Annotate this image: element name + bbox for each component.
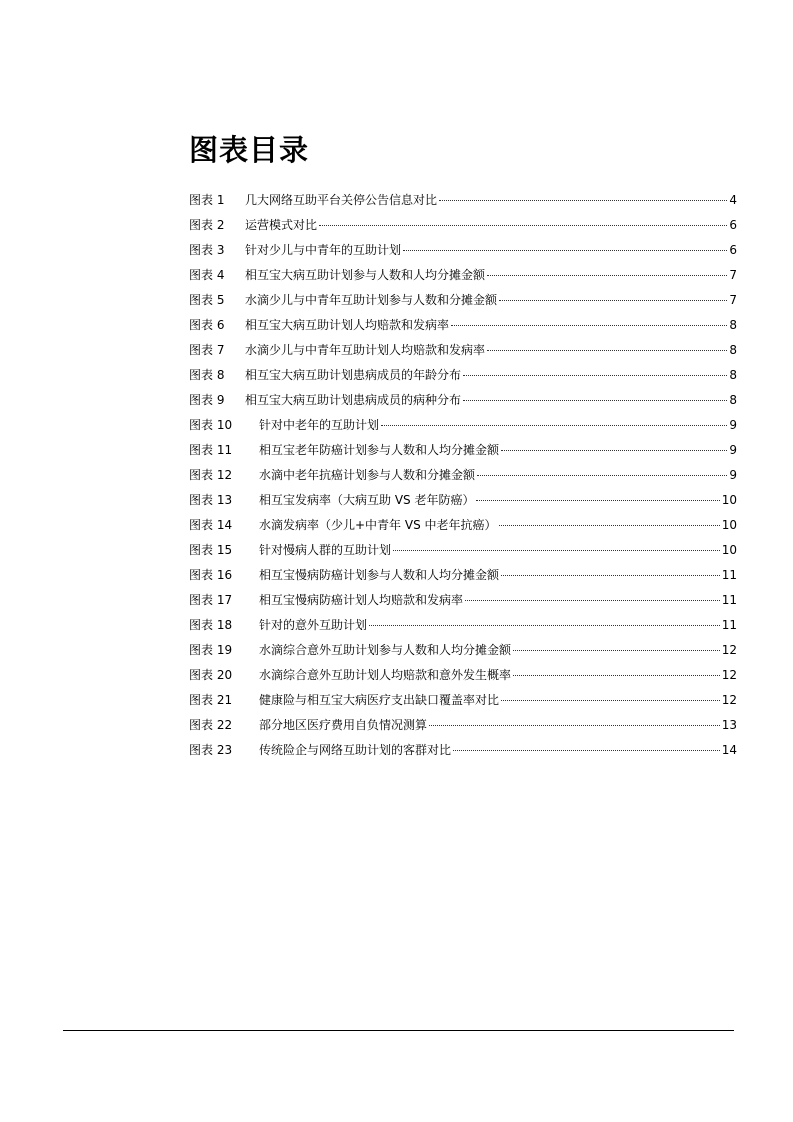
toc-label: 图表 5 xyxy=(189,293,225,307)
toc-title: 相互宝大病互助计划参与人数和人均分摊金额 xyxy=(245,268,486,282)
toc-title: 相互宝大病互助计划人均赔款和发病率 xyxy=(245,318,450,332)
leader-dots xyxy=(513,650,720,651)
leader-dots xyxy=(499,300,727,301)
toc-page-number: 11 xyxy=(721,568,737,582)
toc-entry[interactable] xyxy=(189,638,737,663)
leader-dots xyxy=(476,500,719,501)
toc-title: 传统险企与网络互助计划的客群对比 xyxy=(259,743,452,757)
toc-entry[interactable] xyxy=(189,263,737,288)
toc-title: 相互宝大病互助计划患病成员的病种分布 xyxy=(245,393,462,407)
toc-page-number: 9 xyxy=(729,418,737,432)
toc-page-number: 8 xyxy=(729,368,737,382)
toc-title: 针对慢病人群的互助计划 xyxy=(259,543,392,557)
toc-label: 图表 3 xyxy=(189,243,225,257)
toc-entry[interactable] xyxy=(189,438,737,463)
toc-entry[interactable] xyxy=(189,288,737,313)
toc-page-number: 9 xyxy=(729,443,737,457)
leader-dots xyxy=(429,725,720,726)
leader-dots xyxy=(501,450,727,451)
toc-title: 水滴发病率（少儿+中青年 VS 中老年抗癌） xyxy=(259,518,497,532)
toc-entry[interactable] xyxy=(189,513,737,538)
toc-label: 图表 15 xyxy=(189,543,233,557)
toc-entry[interactable] xyxy=(189,613,737,638)
toc-entry[interactable] xyxy=(189,688,737,713)
leader-dots xyxy=(451,325,727,326)
toc-label: 图表 21 xyxy=(189,693,233,707)
toc-title: 相互宝发病率（大病互助 VS 老年防癌） xyxy=(259,493,475,507)
toc-page-number: 6 xyxy=(729,243,737,257)
leader-dots xyxy=(487,350,727,351)
toc-title: 水滴中老年抗癌计划参与人数和分摊金额 xyxy=(259,468,476,482)
toc-label: 图表 13 xyxy=(189,493,233,507)
toc-entry[interactable] xyxy=(189,188,737,213)
toc-entry[interactable] xyxy=(189,588,737,613)
toc-entry[interactable] xyxy=(189,488,737,513)
toc-label: 图表 6 xyxy=(189,318,225,332)
toc-label: 图表 7 xyxy=(189,343,225,357)
toc-entry[interactable] xyxy=(189,713,737,738)
toc-label: 图表 8 xyxy=(189,368,225,382)
toc-title: 部分地区医疗费用自负情况测算 xyxy=(259,718,428,732)
toc-title: 水滴少儿与中青年互助计划人均赔款和发病率 xyxy=(245,343,486,357)
leader-dots xyxy=(453,750,720,751)
toc-title: 水滴少儿与中青年互助计划参与人数和分摊金额 xyxy=(245,293,498,307)
toc-page-number: 4 xyxy=(729,193,737,207)
toc-entry[interactable] xyxy=(189,213,737,238)
toc-title: 运营模式对比 xyxy=(245,218,318,232)
toc-title: 健康险与相互宝大病医疗支出缺口覆盖率对比 xyxy=(259,693,500,707)
leader-dots xyxy=(463,375,727,376)
toc-page-number: 7 xyxy=(729,293,737,307)
toc-entry[interactable] xyxy=(189,363,737,388)
page-title: 图表目录 xyxy=(189,133,310,167)
toc-entry[interactable] xyxy=(189,413,737,438)
leader-dots xyxy=(463,400,727,401)
toc-entry[interactable] xyxy=(189,738,737,763)
leader-dots xyxy=(439,200,727,201)
toc-title: 相互宝慢病防癌计划参与人数和人均分摊金额 xyxy=(259,568,500,582)
toc-entry[interactable] xyxy=(189,388,737,413)
leader-dots xyxy=(381,425,727,426)
toc-entry[interactable] xyxy=(189,338,737,363)
toc-page-number: 13 xyxy=(721,718,737,732)
toc-title: 几大网络互助平台关停公告信息对比 xyxy=(245,193,438,207)
toc-label: 图表 4 xyxy=(189,268,225,282)
toc-page-number: 9 xyxy=(729,468,737,482)
toc-label: 图表 20 xyxy=(189,668,233,682)
toc-entry[interactable] xyxy=(189,663,737,688)
toc-label: 图表 1 xyxy=(189,193,225,207)
leader-dots xyxy=(477,475,727,476)
toc-title: 相互宝老年防癌计划参与人数和人均分摊金额 xyxy=(259,443,500,457)
toc-entry[interactable] xyxy=(189,538,737,563)
toc-page-number: 11 xyxy=(721,618,737,632)
toc-title: 相互宝慢病防癌计划人均赔款和发病率 xyxy=(259,593,464,607)
toc-label: 图表 23 xyxy=(189,743,233,757)
toc-entry[interactable] xyxy=(189,238,737,263)
toc-title: 相互宝大病互助计划患病成员的年龄分布 xyxy=(245,368,462,382)
toc-label: 图表 18 xyxy=(189,618,233,632)
toc-label: 图表 14 xyxy=(189,518,233,532)
toc-page-number: 7 xyxy=(729,268,737,282)
toc-title: 水滴综合意外互助计划人均赔款和意外发生概率 xyxy=(259,668,512,682)
toc-page-number: 8 xyxy=(729,343,737,357)
toc-entry[interactable] xyxy=(189,563,737,588)
toc-page-number: 12 xyxy=(721,643,737,657)
leader-dots xyxy=(369,625,720,626)
toc-label: 图表 11 xyxy=(189,443,233,457)
leader-dots xyxy=(487,275,727,276)
toc-label: 图表 12 xyxy=(189,468,233,482)
toc-title: 针对中老年的互助计划 xyxy=(259,418,380,432)
leader-dots xyxy=(499,525,720,526)
toc-entry[interactable] xyxy=(189,313,737,338)
toc-label: 图表 17 xyxy=(189,593,233,607)
toc-label: 图表 10 xyxy=(189,418,233,432)
toc-page-number: 12 xyxy=(721,693,737,707)
toc-page-number: 14 xyxy=(721,743,737,757)
toc-label: 图表 9 xyxy=(189,393,225,407)
toc-title: 针对少儿与中青年的互助计划 xyxy=(245,243,402,257)
leader-dots xyxy=(465,600,720,601)
toc-page-number: 8 xyxy=(729,318,737,332)
toc-entry[interactable] xyxy=(189,463,737,488)
toc-page-number: 8 xyxy=(729,393,737,407)
toc-list xyxy=(189,188,737,763)
toc-page-number: 10 xyxy=(721,493,737,507)
toc-page-number: 10 xyxy=(721,543,737,557)
toc-title: 水滴综合意外互助计划参与人数和人均分摊金额 xyxy=(259,643,512,657)
leader-dots xyxy=(501,700,720,701)
toc-label: 图表 16 xyxy=(189,568,233,582)
leader-dots xyxy=(501,575,720,576)
toc-page-number: 11 xyxy=(721,593,737,607)
toc-label: 图表 2 xyxy=(189,218,225,232)
leader-dots xyxy=(319,225,727,226)
toc-page-number: 10 xyxy=(721,518,737,532)
footer-divider xyxy=(63,1030,734,1031)
toc-title: 针对的意外互助计划 xyxy=(259,618,368,632)
toc-label: 图表 22 xyxy=(189,718,233,732)
toc-label: 图表 19 xyxy=(189,643,233,657)
leader-dots xyxy=(403,250,727,251)
toc-page-number: 6 xyxy=(729,218,737,232)
toc-page-number: 12 xyxy=(721,668,737,682)
leader-dots xyxy=(513,675,720,676)
leader-dots xyxy=(393,550,720,551)
